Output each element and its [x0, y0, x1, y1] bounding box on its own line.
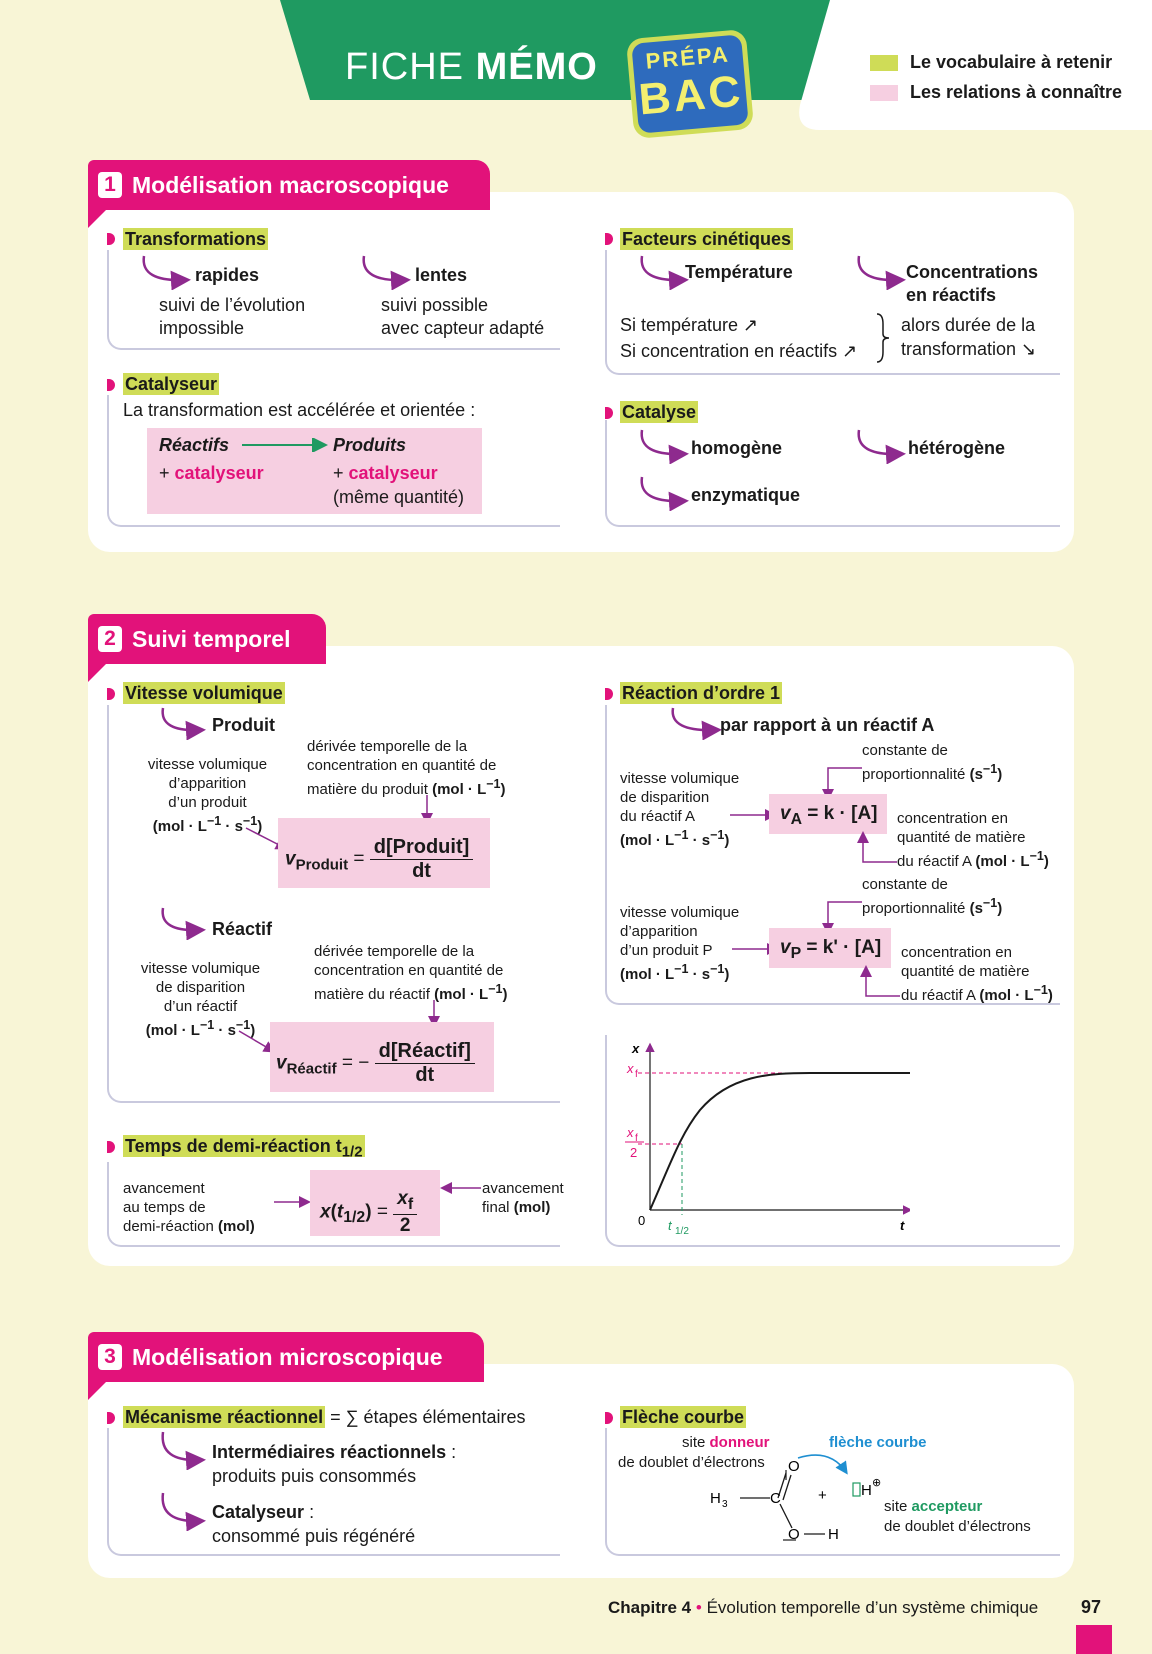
mecanisme-eq: = ∑ étapes élémentaires: [330, 1407, 526, 1427]
xf-label: x: [627, 1061, 634, 1076]
section-1-tab-fold: [88, 210, 106, 228]
r-left-2: de disparition: [155, 979, 246, 996]
r-top-2: concentration en quantité de: [314, 962, 504, 979]
legend-swatch-pink: [870, 85, 898, 101]
curve: [650, 1073, 910, 1210]
o-atom-top: O: [788, 1458, 800, 1475]
section-2-number: 2: [98, 626, 122, 652]
demi-left-2: au temps de: [123, 1199, 206, 1216]
unit-exp: −1: [1029, 849, 1044, 863]
curved-arrow-icon: [853, 254, 913, 290]
demi-label: Temps de demi-réaction t: [125, 1136, 342, 1156]
section-1-number: 1: [98, 172, 122, 198]
unit: mol · L: [984, 987, 1034, 1004]
xf-half-sub: f: [635, 1133, 638, 1144]
unit-exp: −1: [982, 896, 998, 910]
x-symbol: x: [320, 1201, 331, 1223]
badge-prepa: PRÉPA: [644, 41, 731, 74]
curved-arrow-icon: [636, 475, 696, 511]
p-left-2: d’apparition: [168, 775, 247, 792]
unit: mol · L: [439, 986, 489, 1003]
vitesse-label: Vitesse volumique: [125, 683, 283, 703]
concentrations-label-1: Concentrations: [906, 262, 1039, 282]
facteur-line-2: Si concentration en réactifs ↗: [620, 341, 858, 361]
xf-sub: f: [635, 1069, 638, 1080]
footer-chapter: Chapitre 4: [608, 1598, 692, 1617]
ca-note-2: quantité de matière: [897, 829, 1026, 846]
ca-note-3: du réactif A: [897, 853, 972, 870]
xf-half-denom: 2: [630, 1145, 638, 1160]
xf-symbol: x: [397, 1188, 408, 1209]
transformations-label: Transformations: [125, 229, 267, 249]
xf-half-label: x: [627, 1125, 634, 1140]
p-top-1: dérivée temporelle de la: [307, 738, 468, 755]
legend-swatch-green: [870, 55, 898, 71]
curved-arrow-icon: [358, 254, 418, 290]
doublet-donneur: de doublet d’électrons: [618, 1454, 765, 1471]
y-axis-label: x: [632, 1041, 640, 1056]
site-label: site: [884, 1498, 908, 1515]
avancement-graph: [610, 1035, 910, 1235]
r-left-3: d’un réactif: [163, 998, 238, 1015]
d-symbol: d: [378, 1040, 391, 1062]
section-1-tab: [88, 160, 490, 210]
footer-dot: •: [695, 1598, 702, 1617]
footer-title: Évolution temporelle d’un système chimique: [706, 1598, 1039, 1617]
unit: mol · L: [150, 1022, 200, 1039]
catalyse-label: Catalyse: [622, 402, 697, 422]
k2-note: constante de proportionnalité $(s^{-1})$: [862, 876, 1003, 917]
demi-right-2: final: [482, 1199, 510, 1216]
reactif-label: Réactif: [212, 919, 273, 939]
v-sub: Produit: [295, 856, 349, 874]
ordre-par-rapport: par rapport à un réactif A: [720, 715, 935, 735]
demi-left-3: demi-réaction: [123, 1218, 214, 1235]
demi-right-1: avancement: [482, 1180, 564, 1197]
site-label: site: [682, 1434, 706, 1451]
demi-left-note: avancement au temps de demi-réaction (mol): [123, 1180, 255, 1235]
f-sub: f: [407, 1195, 414, 1213]
unit: mol: [518, 1199, 546, 1216]
unit-exp: −1: [242, 814, 258, 828]
p-left-3: d’un produit: [168, 794, 247, 811]
produit-top-note: dérivée temporelle de la concentration en quantité de matière du produit $(mol \cdot L^{-1})$: [307, 737, 547, 799]
d-symbol: d: [373, 836, 386, 858]
footer: [608, 1598, 1038, 1618]
catalyse-heterogene: hétérogène: [908, 438, 1006, 458]
cp-note: concentration en quantité de matière du réactif A $(mol \cdot L^{-1})$: [901, 944, 1053, 1004]
c-atom: C: [770, 1490, 781, 1507]
unit-exp: −1: [206, 814, 222, 828]
empty-orbital-icon: [853, 1483, 860, 1496]
r-left-1: vitesse volumique: [140, 960, 261, 977]
k2-note-2: proportionnalité: [862, 900, 966, 917]
intermediaires-desc: produits puis consommés: [212, 1466, 417, 1486]
demi-label-sub: 1/2: [341, 1143, 363, 1161]
ca-note: concentration en quantité de matière du réactif A $(mol \cdot L^{-1})$: [897, 810, 1049, 870]
k-note: constante de proportionnalité $(s^{-1})$: [862, 742, 1003, 783]
section-2-title: Suivi temporel: [132, 625, 291, 652]
demi-left-1: avancement: [123, 1180, 205, 1197]
v-sub: Réactif: [286, 1060, 337, 1078]
section-2-tab-fold: [88, 664, 106, 682]
concentrations-label-2: en réactifs: [906, 285, 997, 305]
catalyse-enzymatique: enzymatique: [691, 485, 801, 505]
unit: mol: [223, 1218, 250, 1235]
plus-sign: +: [333, 463, 344, 483]
vp-eq: = k' · [A]: [806, 937, 882, 958]
numerator: Produit: [392, 836, 463, 858]
vp-left-3: d’un produit P: [620, 942, 713, 959]
va-left-2: de disparition: [620, 789, 710, 806]
section-2-tab: [88, 614, 326, 664]
fast-desc-2: impossible: [159, 318, 245, 338]
h-atom: H: [828, 1526, 839, 1543]
title-fiche: FICHE: [345, 46, 464, 88]
curved-arrow-icon: [157, 906, 211, 940]
bond-coh: [780, 1504, 792, 1528]
cp-note-1: concentration en: [901, 944, 1012, 961]
r-top-3: matière du réactif: [314, 986, 430, 1003]
reactifs-label: Réactifs: [159, 435, 230, 455]
t-half-label: t: [668, 1218, 672, 1233]
unit-exp: −1: [488, 982, 503, 996]
k-note-2: proportionnalité: [862, 766, 966, 783]
badge-bac: BAC: [636, 66, 746, 125]
legend-vocab: Le vocabulaire à retenir: [910, 52, 1113, 72]
title-memo: MÉMO: [475, 46, 598, 88]
t-symbol: t: [336, 1201, 344, 1223]
ordre-label: Réaction d’ordre 1: [622, 683, 781, 703]
p-top-3: matière du produit: [307, 781, 428, 798]
half-sub: 1/2: [343, 1209, 366, 1227]
unit-exp: −1: [1033, 983, 1048, 997]
curved-arrow-icon: [157, 1491, 211, 1531]
legend-relations: Les relations à connaître: [910, 82, 1123, 102]
plus-sign: +: [159, 463, 170, 483]
intermediaires-label: Intermédiaires réactionnels: [212, 1442, 447, 1462]
curved-arrow-icon: [667, 706, 727, 740]
curved-arrow-icon: [157, 706, 211, 740]
section-3-tab: [88, 1332, 484, 1382]
positive-charge: ⊕: [872, 1476, 882, 1489]
arrow-right-icon: [272, 1195, 312, 1209]
plus-sign: +: [818, 1487, 827, 1504]
reactif-formula: $v_{Réactif}$ = − $\frac{\text{d[Réactif]}}{dt}$: [276, 1040, 475, 1087]
facteur-line-1: Si température ↗: [620, 315, 759, 335]
slow-label: lentes: [415, 265, 468, 285]
numerator: Réactif: [397, 1040, 465, 1062]
arrow-left-icon: [435, 1181, 485, 1195]
unit: s: [974, 900, 983, 917]
badge-outer: [626, 29, 754, 139]
p-top-2: concentration en quantité de: [307, 757, 497, 774]
two: 2: [399, 1214, 411, 1236]
temperature-label: Température: [685, 262, 793, 282]
va-left-1: vitesse volumique: [620, 770, 740, 787]
badge-inner: [631, 34, 748, 133]
curly-arrow: [798, 1455, 846, 1472]
t-half-sub: 1/2: [675, 1226, 689, 1235]
v-symbol: v: [780, 803, 791, 824]
molecule-diagram: [700, 1440, 890, 1550]
catalyseur-label-2: Catalyseur: [212, 1502, 305, 1522]
curved-arrow-icon: [636, 428, 696, 464]
r-top-1: dérivée temporelle de la: [314, 943, 475, 960]
unit: mol · L: [157, 818, 207, 835]
k-note-1: constante de: [862, 742, 948, 759]
section-1-title: Modélisation macroscopique: [132, 171, 449, 198]
reactif-top-note: dérivée temporelle de la concentration en quantité de matière du réactif $(mol \cdot L^{-1})$: [314, 942, 554, 1004]
brace-icon: [875, 312, 891, 364]
vp-left-2: d’apparition: [620, 923, 698, 940]
header-title: [345, 46, 598, 89]
unit-exp: −1: [486, 777, 501, 791]
catalyseur-left: catalyseur: [174, 463, 264, 483]
colon: :: [304, 1502, 315, 1522]
fleche-courbe-label: flèche courbe: [829, 1434, 927, 1451]
curved-arrow-icon: [853, 428, 913, 464]
va-left-note: vitesse volumique de disparition du réactif A $(mol \cdot L^{-1} \cdot s^{-1})$: [620, 770, 740, 849]
unit: mol · L: [980, 853, 1030, 870]
unit: s: [234, 818, 243, 835]
catalyseur-desc-2: consommé puis régénéré: [212, 1526, 416, 1546]
v-symbol: v: [780, 937, 791, 958]
accepteur-label: accepteur: [911, 1498, 983, 1515]
page-tab: [1076, 1625, 1112, 1654]
demi-formula: $x(t_{1/2})$ = $\frac{x_f}{2}$: [320, 1188, 417, 1237]
unit-exp: −1: [710, 962, 725, 976]
slow-desc-1: suivi possible: [381, 295, 489, 315]
produits-label: Produits: [333, 435, 407, 455]
va-left-3: du réactif A: [620, 808, 696, 825]
page-number: 97: [1081, 1597, 1102, 1617]
va-sub: A: [790, 810, 803, 828]
section-3-title: Modélisation microscopique: [132, 1343, 443, 1370]
catalyse-homogene: homogène: [691, 438, 783, 458]
o-atom-bottom: O: [788, 1526, 800, 1543]
unit-exp: −1: [674, 962, 689, 976]
cp-note-2: quantité de matière: [901, 963, 1030, 980]
dt-symbol: dt: [415, 1064, 435, 1086]
ca-note-1: concentration en: [897, 810, 1008, 827]
meme-quantite: (même quantité): [333, 487, 465, 507]
unit: s: [227, 1022, 236, 1039]
unit-exp: −1: [199, 1018, 215, 1032]
vp-formula: [780, 937, 881, 963]
section-3-number: 3: [98, 1344, 122, 1370]
colon: :: [446, 1442, 457, 1462]
donneur-label: donneur: [709, 1434, 770, 1451]
produit-formula: $v_{Produit}$ = $\frac{\text{d[Produit]}}{dt}$: [285, 836, 473, 883]
va-formula: [780, 803, 878, 829]
doublet-accepteur: de doublet d’électrons: [884, 1518, 1031, 1535]
unit: mol · L: [437, 781, 487, 798]
fleche-label: Flèche courbe: [622, 1407, 745, 1427]
catalyseur-label: Catalyseur: [125, 374, 218, 394]
unit: s: [701, 966, 711, 983]
produit-label: Produit: [212, 715, 275, 735]
cp-note-3: du réactif A: [901, 987, 976, 1004]
x-axis-label: t: [900, 1218, 905, 1233]
vp-left-1: vitesse volumique: [620, 904, 740, 921]
v-symbol: v: [285, 848, 296, 870]
produit-left-note: vitesse volumique d’apparition d’un produit $(mol \cdot L^{-1} \cdot s^{-1})$: [130, 755, 285, 836]
catalyseur-desc: La transformation est accélérée et orientée :: [123, 400, 476, 420]
h3c-sub: 3: [722, 1499, 728, 1510]
va-eq: = k · [A]: [807, 803, 878, 824]
h-plus: H: [861, 1482, 872, 1499]
facteur-result-2: transformation ↘: [901, 339, 1037, 359]
curved-arrow-icon: [157, 1430, 211, 1470]
unit-exp: −1: [982, 762, 998, 776]
facteurs-label: Facteurs cinétiques: [622, 229, 792, 249]
unit-exp: −1: [710, 828, 725, 842]
mecanisme-label: Mécanisme réactionnel: [125, 1407, 324, 1427]
v-symbol: v: [276, 1052, 287, 1074]
unit: s: [974, 766, 983, 783]
demi-right-note: avancement final (mol): [482, 1180, 564, 1216]
h3c-label: H: [710, 1490, 721, 1507]
curved-arrow-icon: [138, 254, 198, 290]
catalyseur-right: catalyseur: [348, 463, 438, 483]
slow-desc-2: avec capteur adapté: [381, 318, 545, 338]
reaction-arrow-icon: [240, 438, 330, 452]
vp-left-note: vitesse volumique d’apparition d’un produit P $(mol \cdot L^{-1} \cdot s^{-1})$: [620, 904, 740, 983]
section-3-tab-fold: [88, 1382, 106, 1400]
unit: mol · L: [625, 966, 675, 983]
unit: mol · L: [625, 832, 675, 849]
dt-symbol: dt: [412, 860, 431, 882]
vp-sub: P: [790, 944, 802, 962]
fast-label: rapides: [195, 265, 260, 285]
unit: s: [701, 832, 711, 849]
reactif-left-note: vitesse volumique de disparition d’un réactif $(mol \cdot L^{-1} \cdot s^{-1})$: [123, 959, 278, 1040]
facteur-result-1: alors durée de la: [901, 315, 1036, 335]
unit-exp: −1: [235, 1018, 251, 1032]
origin-label: 0: [638, 1213, 646, 1228]
fast-desc-1: suivi de l’évolution: [159, 295, 306, 315]
p-left-1: vitesse volumique: [147, 756, 268, 773]
k2-note-1: constante de: [862, 876, 948, 893]
unit-exp: −1: [674, 828, 689, 842]
